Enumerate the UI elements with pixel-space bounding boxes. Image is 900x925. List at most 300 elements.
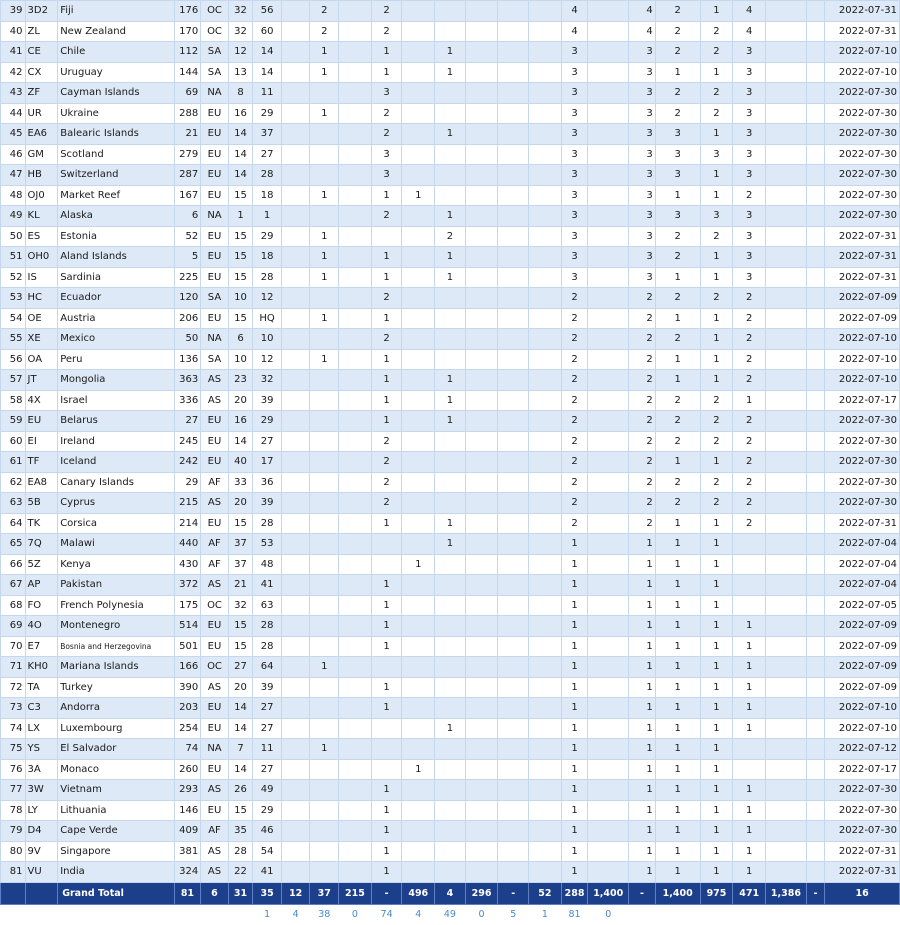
cell-b6 <box>435 739 466 760</box>
cell-rank: 55 <box>1 329 26 350</box>
table-row <box>1 534 900 555</box>
cell-name: Israel <box>58 390 174 411</box>
cell-name: Fiji <box>58 1 174 22</box>
cell-b6: 1 <box>435 411 466 432</box>
cell-b14: 1 <box>700 677 733 698</box>
cell-b10: 1 <box>561 698 588 719</box>
cell-rank: 42 <box>1 62 26 83</box>
cell-name: Vietnam <box>58 780 174 801</box>
cell-cq: 29 <box>253 800 282 821</box>
cell-b10: 2 <box>561 431 588 452</box>
cell-b10: 3 <box>561 124 588 145</box>
table-row <box>1 267 900 288</box>
cell-b9 <box>529 452 562 473</box>
cell-cq: 28 <box>253 165 282 186</box>
cell-b12: 2 <box>629 390 656 411</box>
cell-b1 <box>281 780 310 801</box>
table-row <box>1 595 900 616</box>
cell-b2 <box>310 636 339 657</box>
cell-b13: 1 <box>655 267 700 288</box>
cell-itu: 15 <box>228 226 253 247</box>
cell-cq: 60 <box>253 21 282 42</box>
cell-empty <box>766 370 807 391</box>
cell-b10: 2 <box>561 452 588 473</box>
cell-b12: 2 <box>629 493 656 514</box>
cell-b6 <box>435 431 466 452</box>
cell-empty <box>766 390 807 411</box>
cell-b4: 1 <box>371 267 402 288</box>
cell-b4: 1 <box>371 308 402 329</box>
cell-b12: 1 <box>629 636 656 657</box>
cell-b2 <box>310 124 339 145</box>
cell-date: 2022-07-30 <box>825 472 900 493</box>
cell-b6 <box>435 595 466 616</box>
cell-b4 <box>371 657 402 678</box>
cell-b2 <box>310 144 339 165</box>
table-row <box>1 144 900 165</box>
cell-b6 <box>435 616 466 637</box>
cell-b13: 3 <box>655 144 700 165</box>
cell-empty <box>766 267 807 288</box>
table-row <box>1 759 900 780</box>
cell-empty <box>766 534 807 555</box>
cell-date: 2022-07-09 <box>825 657 900 678</box>
cell-b12: 1 <box>629 759 656 780</box>
cell-b15: 3 <box>733 247 766 268</box>
cell-b3 <box>339 821 372 842</box>
cell-empty <box>806 534 824 555</box>
cell-b14: 1 <box>700 247 733 268</box>
cell-b10: 4 <box>561 1 588 22</box>
cell-date: 2022-07-09 <box>825 677 900 698</box>
cell-b3 <box>339 554 372 575</box>
cell-empty <box>806 144 824 165</box>
cell-b1 <box>281 452 310 473</box>
cell-b9 <box>529 185 562 206</box>
cell-b2 <box>310 780 339 801</box>
total-value: - <box>498 882 529 904</box>
cell-name: Andorra <box>58 698 174 719</box>
cell-b2 <box>310 288 339 309</box>
cell-cont: NA <box>201 206 229 227</box>
cell-b13: 1 <box>655 534 700 555</box>
cell-b15: 3 <box>733 206 766 227</box>
cell-cont: EU <box>201 452 229 473</box>
cell-b2: 1 <box>310 226 339 247</box>
cell-prefix: HC <box>25 288 58 309</box>
cell-b7 <box>465 800 498 821</box>
cell-itu: 32 <box>228 1 253 22</box>
cell-b6: 1 <box>435 718 466 739</box>
cell-b3 <box>339 1 372 22</box>
table-row <box>1 636 900 657</box>
cell-b14: 1 <box>700 349 733 370</box>
cell-b8 <box>498 636 529 657</box>
cell-empty <box>766 226 807 247</box>
cell-b14: 1 <box>700 554 733 575</box>
cell-b4: 1 <box>371 800 402 821</box>
cell-b1 <box>281 370 310 391</box>
cell-b7 <box>465 636 498 657</box>
cell-b13: 1 <box>655 636 700 657</box>
cell-b14: 2 <box>700 103 733 124</box>
cell-b9 <box>529 144 562 165</box>
cell-b5 <box>402 124 435 145</box>
cell-b7 <box>465 62 498 83</box>
cell-b7 <box>465 862 498 883</box>
cell-b5 <box>402 329 435 350</box>
cell-b3 <box>339 718 372 739</box>
cell-b8 <box>498 21 529 42</box>
cell-b8 <box>498 226 529 247</box>
table-row <box>1 862 900 883</box>
cell-b2: 1 <box>310 62 339 83</box>
cell-b10: 1 <box>561 780 588 801</box>
cell-cq: 14 <box>253 42 282 63</box>
cell-b10: 1 <box>561 800 588 821</box>
cell-b3 <box>339 370 372 391</box>
cell-b2: 1 <box>310 349 339 370</box>
cell-b8 <box>498 206 529 227</box>
cell-b4: 1 <box>371 42 402 63</box>
cell-itu: 23 <box>228 370 253 391</box>
cell-b5 <box>402 226 435 247</box>
cell-b7 <box>465 513 498 534</box>
cell-b1 <box>281 329 310 350</box>
cell-name: Cayman Islands <box>58 83 174 104</box>
cell-cont: EU <box>201 124 229 145</box>
cell-date: 2022-07-10 <box>825 42 900 63</box>
cell-b15 <box>733 759 766 780</box>
cell-b13: 2 <box>655 1 700 22</box>
cell-cq: 28 <box>253 616 282 637</box>
cell-b8 <box>498 42 529 63</box>
cell-cont: SA <box>201 288 229 309</box>
footer-count: 49 <box>435 904 466 924</box>
cell-b13: 2 <box>655 247 700 268</box>
cell-prefix: 3W <box>25 780 58 801</box>
cell-rank: 40 <box>1 21 26 42</box>
cell-b5 <box>402 206 435 227</box>
cell-b12: 2 <box>629 513 656 534</box>
cell-cont: EU <box>201 226 229 247</box>
cell-cont: NA <box>201 739 229 760</box>
cell-empty <box>806 83 824 104</box>
cell-empty <box>806 206 824 227</box>
cell-b11 <box>588 206 629 227</box>
cell-b4: 2 <box>371 288 402 309</box>
cell-name: French Polynesia <box>58 595 174 616</box>
cell-empty <box>806 185 824 206</box>
cell-b15: 4 <box>733 21 766 42</box>
cell-b2: 1 <box>310 657 339 678</box>
cell-b8 <box>498 329 529 350</box>
cell-b4: 2 <box>371 431 402 452</box>
cell-b11 <box>588 288 629 309</box>
cell-date: 2022-07-30 <box>825 185 900 206</box>
cell-b8 <box>498 595 529 616</box>
cell-b13: 2 <box>655 431 700 452</box>
cell-cq: 14 <box>253 62 282 83</box>
cell-b8 <box>498 862 529 883</box>
cell-b6 <box>435 759 466 780</box>
cell-b3 <box>339 698 372 719</box>
cell-b6 <box>435 841 466 862</box>
cell-b10: 2 <box>561 349 588 370</box>
cell-empty <box>766 103 807 124</box>
cell-b9 <box>529 1 562 22</box>
cell-b7 <box>465 554 498 575</box>
cell-cq: HQ <box>253 308 282 329</box>
cell-b15: 1 <box>733 698 766 719</box>
cell-b13: 2 <box>655 411 700 432</box>
cell-b9 <box>529 739 562 760</box>
cell-cq: 11 <box>253 83 282 104</box>
cell-itu: 14 <box>228 759 253 780</box>
cell-b7 <box>465 698 498 719</box>
cell-b15: 2 <box>733 185 766 206</box>
cell-b5 <box>402 21 435 42</box>
cell-empty <box>806 411 824 432</box>
cell-b13: 1 <box>655 575 700 596</box>
cell-b1 <box>281 800 310 821</box>
cell-b15 <box>733 739 766 760</box>
cell-b4: 1 <box>371 247 402 268</box>
cell-cq: 54 <box>253 841 282 862</box>
cell-b5: 1 <box>402 759 435 780</box>
cell-b6 <box>435 657 466 678</box>
cell-itu: 20 <box>228 493 253 514</box>
cell-b12: 2 <box>629 308 656 329</box>
cell-b3 <box>339 185 372 206</box>
cell-b11 <box>588 411 629 432</box>
table-row <box>1 841 900 862</box>
cell-b14: 1 <box>700 124 733 145</box>
cell-b12: 3 <box>629 226 656 247</box>
cell-itu: 37 <box>228 554 253 575</box>
cell-b9 <box>529 698 562 719</box>
cell-b11 <box>588 349 629 370</box>
cell-b13: 1 <box>655 759 700 780</box>
cell-b6: 1 <box>435 124 466 145</box>
cell-b10: 2 <box>561 288 588 309</box>
cell-dxcc: 372 <box>174 575 201 596</box>
cell-b3 <box>339 308 372 329</box>
cell-b13: 2 <box>655 288 700 309</box>
cell-b7 <box>465 83 498 104</box>
cell-b12: 1 <box>629 718 656 739</box>
cell-b9 <box>529 821 562 842</box>
cell-name: Austria <box>58 308 174 329</box>
cell-b7 <box>465 226 498 247</box>
total-value: 12 <box>281 882 310 904</box>
cell-dxcc: 381 <box>174 841 201 862</box>
cell-cont: EU <box>201 165 229 186</box>
cell-b2: 1 <box>310 308 339 329</box>
cell-b4 <box>371 739 402 760</box>
cell-name: Switzerland <box>58 165 174 186</box>
cell-cq: 48 <box>253 554 282 575</box>
cell-cq: 18 <box>253 185 282 206</box>
cell-b10: 3 <box>561 62 588 83</box>
cell-prefix: KH0 <box>25 657 58 678</box>
cell-b6 <box>435 452 466 473</box>
cell-prefix: 3D2 <box>25 1 58 22</box>
cell-b11 <box>588 21 629 42</box>
cell-b11 <box>588 124 629 145</box>
cell-itu: 7 <box>228 739 253 760</box>
cell-b6: 1 <box>435 42 466 63</box>
cell-b1 <box>281 636 310 657</box>
grand-total-row <box>1 882 900 904</box>
cell-b5 <box>402 739 435 760</box>
cell-cont: SA <box>201 349 229 370</box>
cell-b14: 1 <box>700 452 733 473</box>
cell-b3 <box>339 616 372 637</box>
cell-b4: 3 <box>371 83 402 104</box>
cell-b9 <box>529 103 562 124</box>
cell-b2 <box>310 759 339 780</box>
cell-b5 <box>402 390 435 411</box>
cell-b11 <box>588 103 629 124</box>
cell-empty <box>766 83 807 104</box>
table-row <box>1 431 900 452</box>
cell-b7 <box>465 42 498 63</box>
cell-cont: EU <box>201 636 229 657</box>
cell-b9 <box>529 349 562 370</box>
cell-b11 <box>588 616 629 637</box>
cell-itu: 15 <box>228 308 253 329</box>
cell-b10: 1 <box>561 718 588 739</box>
cell-b8 <box>498 124 529 145</box>
cell-b12: 1 <box>629 780 656 801</box>
cell-b8 <box>498 698 529 719</box>
cell-b7 <box>465 267 498 288</box>
cell-cq: 46 <box>253 821 282 842</box>
cell-b14: 1 <box>700 800 733 821</box>
cell-prefix: OH0 <box>25 247 58 268</box>
cell-cq: 56 <box>253 1 282 22</box>
cell-b8 <box>498 1 529 22</box>
cell-cq: 41 <box>253 575 282 596</box>
cell-dxcc: 29 <box>174 472 201 493</box>
table-row <box>1 370 900 391</box>
cell-b5 <box>402 452 435 473</box>
cell-b9 <box>529 206 562 227</box>
cell-b5 <box>402 1 435 22</box>
cell-b12: 2 <box>629 411 656 432</box>
cell-cq: 37 <box>253 124 282 145</box>
cell-prefix: HB <box>25 165 58 186</box>
cell-b14: 2 <box>700 83 733 104</box>
cell-itu: 16 <box>228 411 253 432</box>
cell-b5 <box>402 370 435 391</box>
cell-b14: 1 <box>700 575 733 596</box>
cell-dxcc: 245 <box>174 431 201 452</box>
cell-b9 <box>529 370 562 391</box>
cell-b3 <box>339 165 372 186</box>
cell-rank: 69 <box>1 616 26 637</box>
cell-b9 <box>529 124 562 145</box>
cell-b4 <box>371 534 402 555</box>
cell-b11 <box>588 595 629 616</box>
cell-empty <box>806 124 824 145</box>
cell-b6 <box>435 493 466 514</box>
cell-date: 2022-07-09 <box>825 616 900 637</box>
cell-prefix: 7Q <box>25 534 58 555</box>
cell-b7 <box>465 841 498 862</box>
cell-b13: 2 <box>655 329 700 350</box>
table-row <box>1 575 900 596</box>
cell-rank: 73 <box>1 698 26 719</box>
cell-b8 <box>498 575 529 596</box>
cell-b10: 1 <box>561 616 588 637</box>
footer-count: 0 <box>465 904 498 924</box>
cell-b13: 2 <box>655 493 700 514</box>
cell-b15 <box>733 595 766 616</box>
cell-date: 2022-07-30 <box>825 493 900 514</box>
cell-date: 2022-07-04 <box>825 554 900 575</box>
cell-b1 <box>281 677 310 698</box>
cell-date: 2022-07-05 <box>825 595 900 616</box>
cell-empty <box>766 616 807 637</box>
cell-b13: 1 <box>655 800 700 821</box>
cell-b1 <box>281 493 310 514</box>
cell-b8 <box>498 411 529 432</box>
cell-b10: 3 <box>561 144 588 165</box>
cell-date: 2022-07-30 <box>825 103 900 124</box>
cell-b1 <box>281 472 310 493</box>
cell-rank: 76 <box>1 759 26 780</box>
cell-dxcc: 324 <box>174 862 201 883</box>
cell-prefix: JT <box>25 370 58 391</box>
cell-b6: 1 <box>435 390 466 411</box>
cell-b15: 2 <box>733 370 766 391</box>
cell-b10: 1 <box>561 575 588 596</box>
cell-date: 2022-07-10 <box>825 718 900 739</box>
cell-rank: 41 <box>1 42 26 63</box>
cell-empty <box>806 472 824 493</box>
cell-b12: 3 <box>629 42 656 63</box>
cell-dxcc: 120 <box>174 288 201 309</box>
cell-empty <box>766 1 807 22</box>
total-value: 16 <box>825 882 900 904</box>
cell-b4: 2 <box>371 329 402 350</box>
cell-empty <box>806 62 824 83</box>
cell-dxcc: 430 <box>174 554 201 575</box>
cell-b8 <box>498 739 529 760</box>
cell-name: Singapore <box>58 841 174 862</box>
cell-b8 <box>498 349 529 370</box>
cell-b11 <box>588 821 629 842</box>
cell-b12: 3 <box>629 267 656 288</box>
cell-cq: 28 <box>253 267 282 288</box>
cell-name: Cape Verde <box>58 821 174 842</box>
cell-b15: 4 <box>733 1 766 22</box>
cell-b5 <box>402 780 435 801</box>
cell-b13: 1 <box>655 554 700 575</box>
cell-prefix: CX <box>25 62 58 83</box>
cell-b5 <box>402 62 435 83</box>
cell-b9 <box>529 616 562 637</box>
cell-b1 <box>281 62 310 83</box>
cell-b3 <box>339 144 372 165</box>
cell-name: India <box>58 862 174 883</box>
cell-cont: AS <box>201 493 229 514</box>
cell-b10: 1 <box>561 636 588 657</box>
cell-rank: 65 <box>1 534 26 555</box>
cell-b8 <box>498 83 529 104</box>
